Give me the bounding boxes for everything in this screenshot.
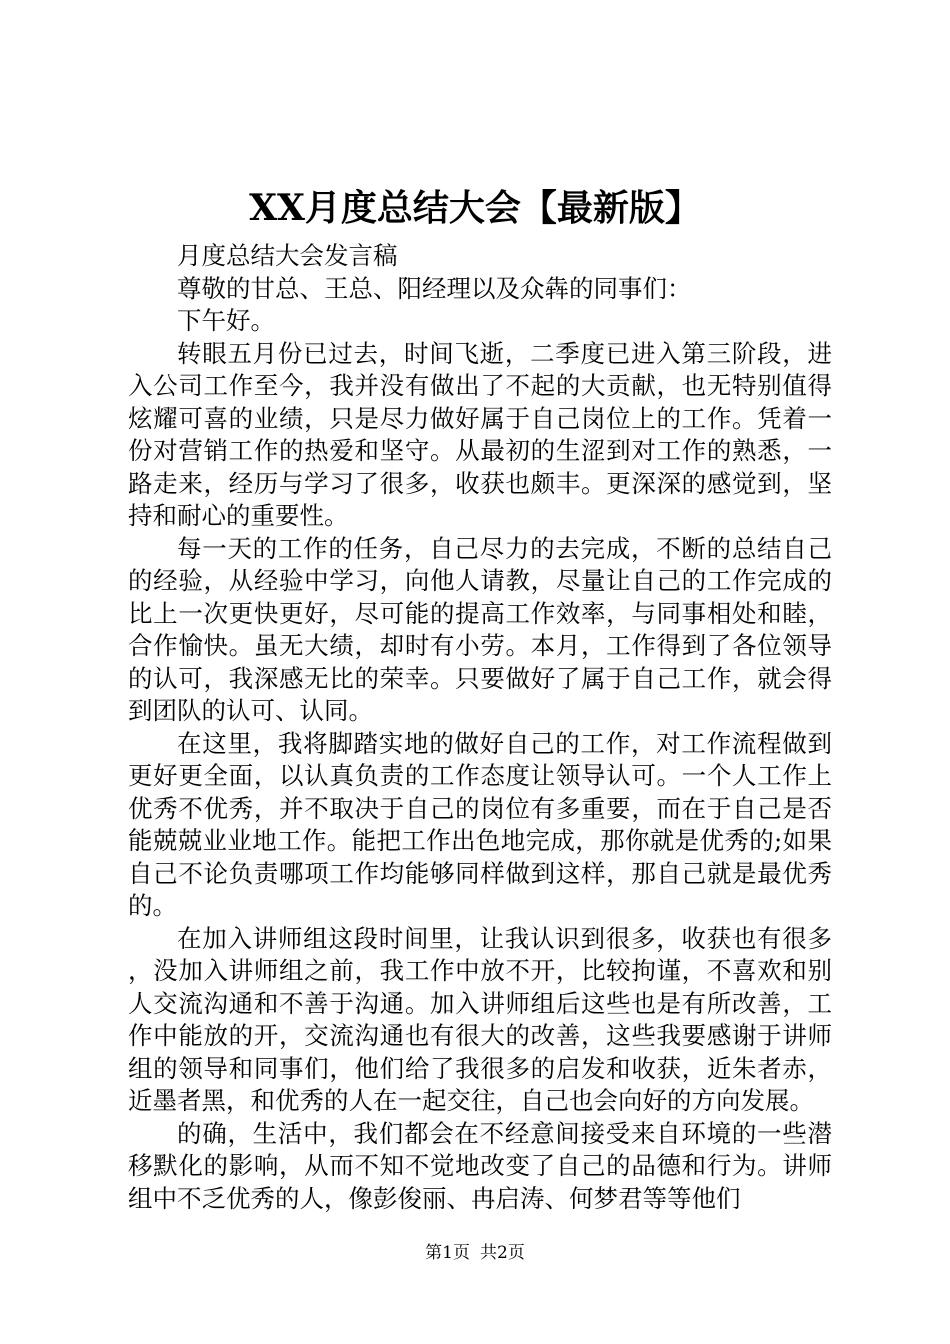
paragraph-heading: 月度总结大会发言稿 (177, 241, 398, 270)
document-title: XX月度总结大会【最新版】 (249, 187, 701, 229)
page-number: 第1页 (425, 1243, 470, 1263)
page-footer (0, 1242, 950, 1264)
paragraph-body: 转眼五月份已过去，时间飞逝，二季度已进入第三阶段，进入公司工作至今，我并没有做出了不起的大贡献，也无特别值得炫耀可喜的业绩，只是尽力做好属于自己岗位上的工作。凭着一份对营销工作的热爱和坚守。从最初的生涩到对工作的熟悉，一路走来，经历与学习了很多，收获也颇丰。更深深的感觉到，坚持和耐心的重要性。 (128, 338, 832, 530)
paragraph-greeting: 下午好。 (177, 306, 275, 335)
paragraph-body: 每一天的工作的任务，自己尽力的去完成，不断的总结自己的经验，从经验中学习，向他人请教，尽量让自己的工作完成的比上一次更快更好，尽可能的提高工作效率，与同事相处和睦，合作愉快。虽无大绩，却时有小劳。本月，工作得到了各位领导的认可，我深感无比的荣幸。只要做好了属于自己工作，就会得到团队的认可、认同。 (128, 533, 832, 725)
paragraph-body: 的确，生活中，我们都会在不经意间接受来自环境的一些潜移默化的影响，从而不知不觉地改变了自己的品德和行为。讲师组中不乏优秀的人，像彭俊丽、冉启涛、何梦君等等他们 (128, 1118, 832, 1213)
paragraph-body: 在这里，我将脚踏实地的做好自己的工作，对工作流程做到更好更全面，以认真负责的工作态度让领导认可。一个人工作上优秀不优秀，并不取决于自己的岗位有多重要，而在于自己是否能兢兢业业地工作。能把工作出色地完成，那你就是优秀的;如果自己不论负责哪项工作均能够同样做到这样，那自己就是最优秀的。 (128, 728, 832, 920)
paragraph-salutation: 尊敬的甘总、王总、阳经理以及众犇的同事们： (177, 273, 692, 303)
page-total: 共2页 (480, 1243, 525, 1263)
document-body (128, 240, 832, 1215)
paragraph-body: 在加入讲师组这段时间里，让我认识到很多，收获也有很多，没加入讲师组之前，我工作中放不开，比较拘谨，不喜欢和别人交流沟通和不善于沟通。加入讲师组后这些也是有所改善，工作中能放的开，交流沟通也有很大的改善，这些我要感谢于讲师组的领导和同事们，他们给了我很多的启发和收获，近朱者赤，近墨者黑，和优秀的人在一起交往，自己也会向好的方向发展。 (128, 923, 832, 1115)
